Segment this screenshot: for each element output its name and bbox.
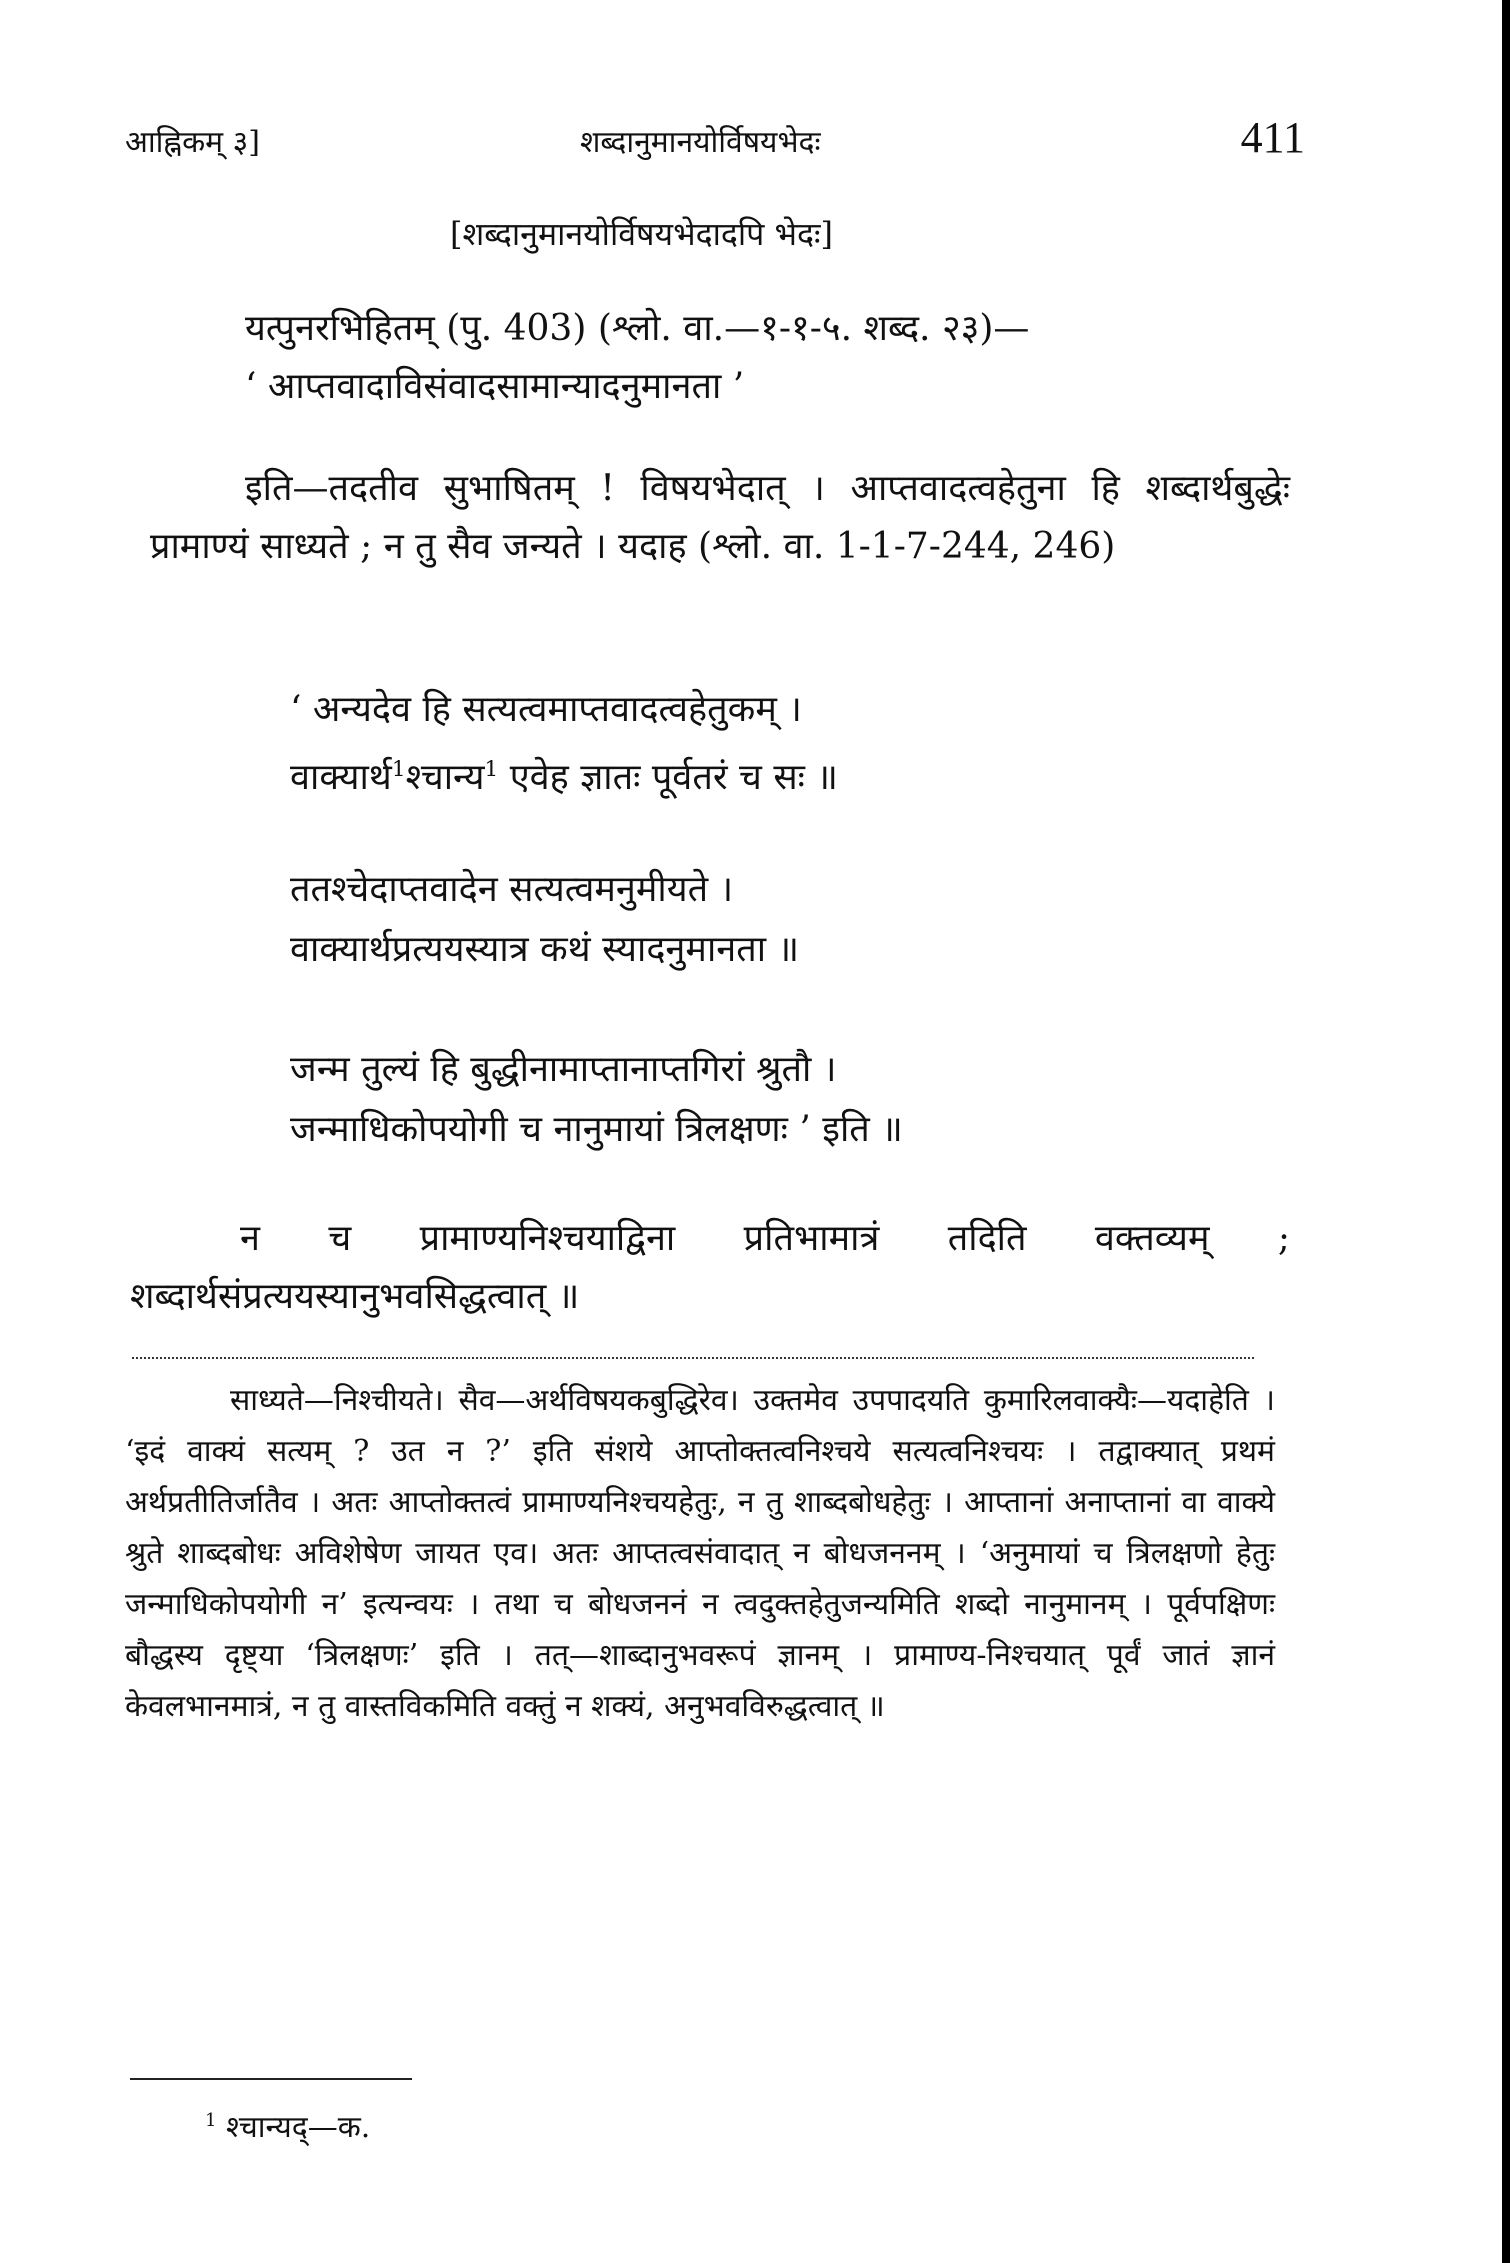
footnote-marker: 1 bbox=[484, 757, 499, 782]
verse-line-6: जन्माधिकोपयोगी च नानुमायां त्रिलक्षणः ’ इति ॥ bbox=[290, 1109, 903, 1150]
paragraph-2: न च प्रामाण्यनिश्चयाद्विना प्रतिभामात्रं तदिति वक्तव्यम् ; शब्दार्थसंप्रत्ययस्यानुभवसिद्धत्वात् ॥ bbox=[130, 1218, 1290, 1317]
verse-line-2-part-c: एवेह ज्ञातः पूर्वतरं च सः ॥ bbox=[498, 757, 838, 798]
quote-intro bbox=[245, 300, 1385, 416]
verse-line-2-part-b: श्चान्य bbox=[405, 757, 485, 798]
header-title: शब्दानुमानयोर्विषयभेदः bbox=[580, 125, 821, 160]
footnote-text: श्चान्यद्—क. bbox=[216, 2110, 371, 2145]
verse-line-3: ततश्चेदाप्तवादेन सत्यत्वमनुमीयते । bbox=[290, 869, 734, 910]
quote-intro-line1: यत्पुनरभिहितम् (पु. 403) (श्लो. वा.—१-१-५. शब्द. २३)— bbox=[245, 308, 1030, 349]
verse-line-2-part-a: वाक्यार्थ bbox=[290, 757, 392, 798]
footnote-marker: 1 bbox=[391, 757, 406, 782]
verse-block-1 bbox=[290, 680, 838, 808]
commentary bbox=[125, 1375, 1275, 1732]
header-chapter: आह्निकम् ३] bbox=[125, 125, 260, 160]
section-heading: [शब्दानुमानयोर्विषयभेदादपि भेदः] bbox=[450, 215, 833, 253]
commentary-text: साध्यते—निश्चीयते। सैव—अर्थविषयकबुद्धिरेव। उक्तमेव उपपादयति कुमारिलवाक्यैः—यदाहेति । ‘इदं वाक्यं सत्यम् ? उत न ?’ इति संशये आप्तोक्तत्वनिश्चये सत्यत्वनिश्चयः । तद्वाक्यात् प्रथमं अर्थप्रतीतिर्जातैव । अतः आप्तोक्तत्वं प्रामाण्यनिश्चयहेतुः, न तु शाब्दबोधहेतुः । आप्तानां अनाप्तानां वा वाक्ये श्रुते शाब्दबोधः अविशेषेण जायत एव। अतः आप्तत्वसंवादात् न बोधजननम् । ‘अनुमायां च त्रिलक्षणो हेतुः जन्माधिकोपयोगी न’ इत्यन्वयः । तथा च बोधजननं न त्वदुक्तहेतुजन्यमिति शब्दो नानुमानम् । पूर्वपक्षिणः बौद्धस्य दृष्ट्या ‘त्रिलक्षणः’ इति । तत्—शाब्दानुभवरूपं ज्ञानम् । प्रामाण्य-निश्चयात् पूर्वं जातं ज्ञानं केवलभानमात्रं, न तु वास्तविकमिति वक्तुं न शक्यं, अनुभवविरुद्धत्वात् ॥ bbox=[125, 1383, 1275, 1724]
footnote-rule bbox=[130, 2078, 412, 2080]
verse-line-1: ‘ अन्यदेव हि सत्यत्वमाप्तवादत्वहेतुकम् । bbox=[290, 689, 802, 730]
scan-edge bbox=[1502, 0, 1510, 2263]
verse-line-5: जन्म तुल्यं हि बुद्धीनामाप्तानाप्तगिरां श्रुतौ । bbox=[290, 1049, 837, 1090]
paragraph-1: इति—तदतीव सुभाषितम् ! विषयभेदात् । आप्तवादत्वहेतुना हि शब्दार्थबुद्धेः प्रामाण्यं साध्यते ; न तु सैव जन्यते । यदाह (श्लो. वा. 1-1-7-244, 246) bbox=[150, 468, 1290, 567]
running-header bbox=[125, 113, 1305, 180]
footnote bbox=[205, 2105, 370, 2146]
verse-block-2 bbox=[290, 860, 799, 980]
verse-block-3 bbox=[290, 1040, 903, 1160]
verse-line-4: वाक्यार्थप्रत्ययस्यात्र कथं स्यादनुमानता ॥ bbox=[290, 929, 800, 970]
divider bbox=[132, 1357, 1254, 1359]
footnote-number: 1 bbox=[205, 2110, 217, 2131]
page-number: 411 bbox=[1240, 113, 1305, 162]
quote-intro-line2: ‘ आप्तवादाविसंवादसामान्यादनुमानता ’ bbox=[245, 366, 745, 407]
verse-line-2 bbox=[290, 740, 838, 808]
